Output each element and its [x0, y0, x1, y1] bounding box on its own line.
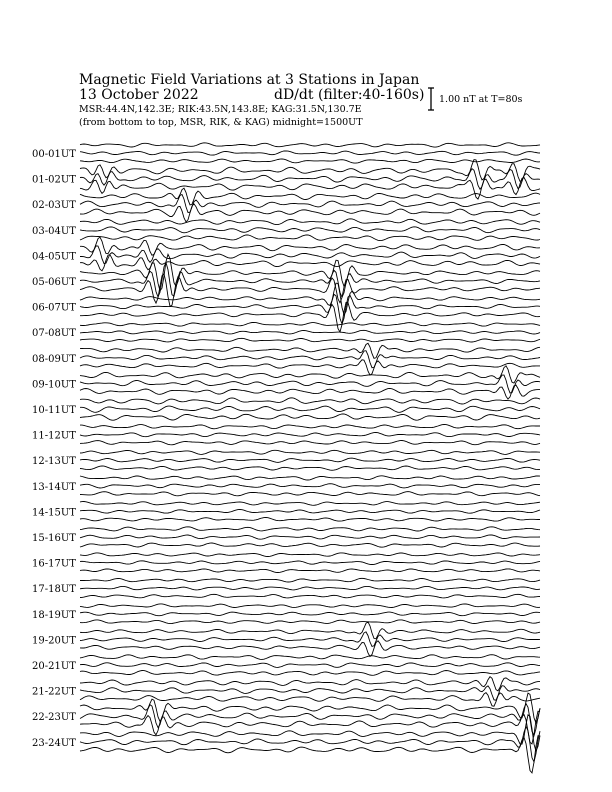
- station-coordinates: MSR:44.4N,142.3E; RIK:43.5N,143.8E; KAG:31.5N,130.7E: [79, 104, 362, 115]
- hour-label: 17-18UT: [32, 584, 76, 596]
- trace-rik: [80, 727, 540, 762]
- trace-kag: [80, 366, 540, 383]
- trace-rik: [80, 663, 540, 668]
- hour-label: 12-13UT: [32, 456, 76, 468]
- trace-msr: [80, 693, 540, 707]
- trace-kag: [80, 398, 540, 404]
- trace-msr: [80, 736, 540, 773]
- hour-label: 10-11UT: [32, 405, 76, 416]
- trace-rik: [80, 375, 540, 393]
- trace-msr: [80, 159, 540, 163]
- trace-rik: [80, 510, 540, 514]
- hour-label: 02-03UT: [32, 200, 76, 212]
- trace-kag: [80, 553, 540, 557]
- hour-label: 11-12UT: [32, 430, 76, 442]
- trace-kag: [80, 283, 540, 315]
- trace-msr: [80, 518, 540, 522]
- trace-kag: [80, 578, 540, 582]
- trace-msr: [80, 274, 540, 306]
- trace-rik: [80, 612, 540, 616]
- trace-msr: [80, 385, 540, 399]
- trace-kag: [80, 322, 540, 326]
- trace-kag: [80, 425, 540, 429]
- scale-label: 1.00 nT at T=80s: [439, 94, 523, 105]
- hour-label: 21-22UT: [32, 686, 76, 698]
- trace-kag: [80, 502, 540, 506]
- trace-rik: [80, 458, 540, 462]
- hour-label: 23-24UT: [32, 737, 76, 749]
- hour-label: 07-08UT: [32, 328, 76, 340]
- trace-kag: [80, 219, 540, 225]
- hour-label: 06-07UT: [32, 302, 76, 314]
- trace-msr: [80, 414, 540, 420]
- trace-rik: [80, 433, 540, 437]
- hour-label: 08-09UT: [32, 353, 76, 365]
- hour-label: 09-10UT: [32, 379, 76, 391]
- hour-label: 18-19UT: [32, 609, 76, 621]
- hour-label: 16-17UT: [32, 558, 76, 570]
- trace-rik: [80, 561, 540, 565]
- hour-label: 13-14UT: [32, 481, 76, 493]
- trace-rik: [80, 484, 540, 488]
- trace-msr: [80, 466, 540, 470]
- derivative-filter-label: dD/dt (filter:40-160s): [274, 87, 425, 103]
- trace-rik: [80, 151, 540, 155]
- trace-kag: [80, 622, 540, 639]
- trace-msr: [80, 671, 540, 676]
- hour-label: 15-16UT: [32, 533, 76, 544]
- hour-label: 05-06UT: [32, 277, 76, 288]
- trace-rik: [80, 330, 540, 334]
- trace-rik: [80, 632, 540, 647]
- trace-kag: [80, 450, 540, 454]
- trace-rik: [80, 294, 540, 324]
- trace-kag: [80, 527, 540, 531]
- hour-label: 01-02UT: [32, 174, 76, 186]
- trace-msr: [80, 235, 540, 241]
- hour-label: 19-20UT: [32, 635, 76, 647]
- trace-msr: [80, 338, 540, 342]
- hour-label: 22-23UT: [32, 712, 76, 724]
- trace-msr: [80, 178, 540, 200]
- trace-kag: [80, 143, 540, 147]
- chart-title: Magnetic Field Variations at 3 Stations in Japan: [79, 72, 420, 88]
- trace-rik: [80, 169, 540, 190]
- hour-label: 04-05UT: [32, 251, 76, 263]
- station-order-note: (from bottom to top, MSR, RIK, & KAG) midnight=1500UT: [79, 117, 363, 128]
- trace-msr: [80, 620, 540, 624]
- trace-kag: [80, 655, 540, 660]
- trace-kag: [80, 715, 540, 751]
- trace-rik: [80, 586, 540, 590]
- trace-msr: [80, 594, 540, 598]
- trace-kag: [80, 237, 540, 255]
- hour-label: 14-15UT: [32, 507, 76, 519]
- trace-msr: [80, 204, 540, 222]
- hour-label: 00-01UT: [32, 149, 76, 160]
- trace-kag: [80, 604, 540, 608]
- trace-rik: [80, 195, 540, 213]
- trace-rik: [80, 227, 540, 233]
- chart-date: 13 October 2022: [79, 87, 199, 103]
- trace-msr: [80, 641, 540, 657]
- trace-msr: [80, 543, 540, 547]
- trace-msr: [80, 711, 540, 744]
- trace-msr: [80, 492, 540, 496]
- trace-rik: [80, 406, 540, 412]
- trace-rik: [80, 263, 540, 298]
- trace-rik: [80, 535, 540, 539]
- trace-msr: [80, 441, 540, 445]
- hour-label: 03-04UT: [32, 225, 76, 237]
- trace-kag: [80, 476, 540, 480]
- trace-msr: [80, 569, 540, 573]
- hour-label: 20-21UT: [32, 661, 76, 672]
